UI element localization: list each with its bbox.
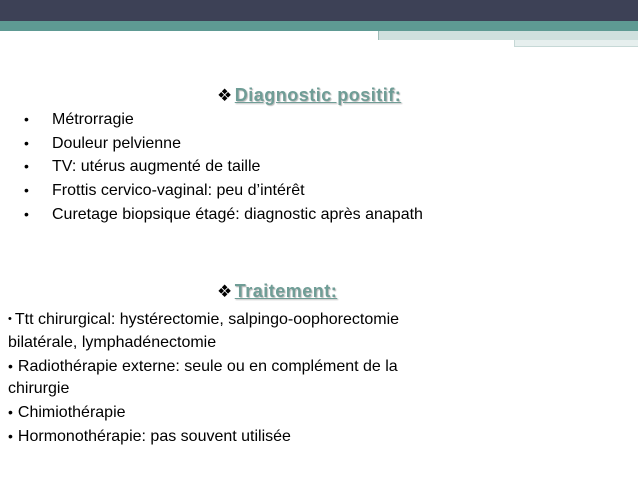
- bullet-dot-icon: •: [24, 182, 29, 199]
- accent-bar: [0, 21, 638, 31]
- list-item: [8, 308, 399, 332]
- diamond-arrow-bullet-icon: ❖: [217, 86, 233, 105]
- bullet-dot-icon: •: [24, 158, 29, 175]
- accent-tab-small: [514, 40, 638, 47]
- list-item-text: Frottis cervico-vaginal: peu d’intérêt: [52, 182, 305, 200]
- list-item: [24, 203, 423, 227]
- list-item-text: Ttt chirurgical: hystérectomie, salpingo-oophorectomie: [14, 311, 400, 328]
- bullet-dot-icon: •: [24, 134, 29, 151]
- list-item-text: Curetage biopsique étagé: diagnostic après anapath: [52, 205, 423, 223]
- list-item-text: Douleur pelvienne: [52, 134, 181, 152]
- list-item: [24, 155, 423, 179]
- list-item-continuation: [8, 332, 399, 355]
- list-item-continuation: [8, 378, 399, 401]
- diagnostic-heading: [217, 85, 401, 106]
- header-bar: [0, 0, 638, 21]
- bullet-dot-icon: •: [8, 427, 13, 444]
- list-item-text: chirurgie: [8, 380, 70, 398]
- bullet-dot-icon: •: [8, 357, 13, 374]
- list-item-text: Radiothérapie externe: seule ou en complément de la: [17, 357, 398, 375]
- bullet-dot-icon: •: [24, 111, 29, 127]
- bullet-dot-icon: •: [8, 313, 12, 325]
- list-item: [8, 355, 399, 379]
- diamond-arrow-bullet-icon: ❖: [217, 282, 233, 301]
- bullet-dot-icon: •: [8, 404, 13, 421]
- traitement-heading-text: Traitement:: [234, 281, 338, 301]
- diagnostic-heading-text: Diagnostic positif:: [234, 85, 402, 105]
- list-item-text: bilatérale, lymphadénectomie: [8, 333, 217, 351]
- list-item-text: Chimiothérapie: [17, 404, 126, 422]
- list-item: [8, 401, 399, 425]
- accent-tab-large: [378, 31, 638, 40]
- list-item-text: TV: utérus augmenté de taille: [52, 158, 261, 176]
- traitement-heading: [217, 281, 337, 302]
- diagnostic-list: [24, 108, 423, 227]
- list-item: [8, 425, 399, 449]
- list-item: [24, 132, 423, 156]
- bullet-dot-icon: •: [24, 205, 29, 222]
- list-item: [24, 108, 423, 132]
- list-item-text: Métrorragie: [52, 111, 134, 128]
- traitement-list: [8, 308, 399, 449]
- list-item-text: Hormonothérapie: pas souvent utilisée: [17, 427, 291, 445]
- list-item: [24, 179, 423, 203]
